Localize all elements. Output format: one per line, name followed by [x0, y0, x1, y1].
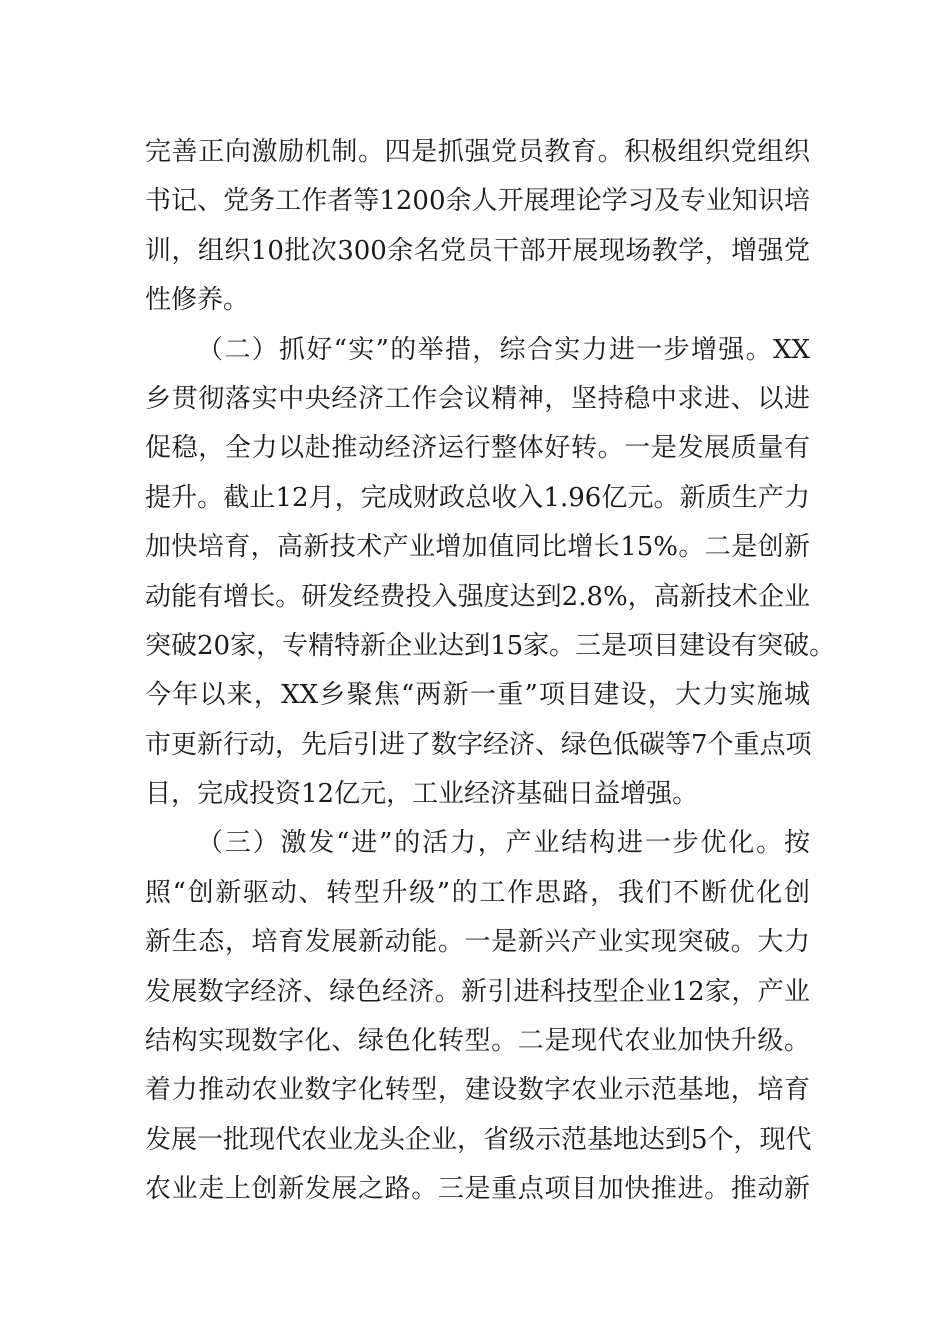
- text-line: 市更新行动，先后引进了数字经济、绿色低碳等7个重点项: [145, 729, 812, 760]
- text-line: 目，完成投资12亿元，工业经济基础日益增强。: [145, 779, 699, 810]
- text-line: 加快培育，高新技术产业增加值同比增长15%。二是创新: [145, 532, 810, 563]
- section-heading-line: （三）激发“进”的活力，产业结构进一步优化。按: [197, 828, 810, 859]
- text-line: 乡贯彻落实中央经济工作会议精神，坚持稳中求进、以进: [145, 383, 810, 414]
- text-line: 动能有增长。研发经费投入强度达到2.8%，高新技术企业: [145, 581, 810, 612]
- text-line: 发展一批现代农业龙头企业，省级示范基地达到5个，现代: [145, 1124, 812, 1155]
- text-line: 性修养。: [145, 285, 250, 316]
- text-line: 农业走上创新发展之路。三是重点项目加快推进。推动新: [145, 1174, 810, 1205]
- text-line: 今年以来，XX乡聚焦“两新一重”项目建设，大力实施城: [145, 680, 810, 711]
- text-line: 着力推动农业数字化转型，建设数字农业示范基地，培育: [145, 1075, 810, 1106]
- text-line: 书记、党务工作者等1200余人开展理论学习及专业知识培: [145, 186, 810, 217]
- text-line: 促稳，全力以赴推动经济运行整体好转。一是发展质量有: [145, 433, 810, 464]
- body-text: [145, 128, 836, 1215]
- text-line: 提升。截止12月，完成财政总收入1.96亿元。新质生产力: [145, 482, 810, 513]
- text-line: 突破20家，专精特新企业达到15家。三是项目建设有突破。: [145, 630, 836, 661]
- text-line: 新生态，培育发展新动能。一是新兴产业实现突破。大力: [145, 927, 810, 958]
- section-heading-line: （二）抓好“实”的举措，综合实力进一步增强。XX: [197, 334, 810, 365]
- text-line: 照“创新驱动、转型升级”的工作思路，我们不断优化创: [145, 877, 810, 908]
- text-line: 发展数字经济、绿色经济。新引进科技型企业12家，产业: [145, 976, 810, 1007]
- text-line: 完善正向激励机制。四是抓强党员教育。积极组织党组织: [145, 137, 810, 167]
- text-line: 训，组织10批次300余名党员干部开展现场教学，增强党: [145, 235, 810, 266]
- text-line: 结构实现数字化、绿色化转型。二是现代农业加快升级。: [145, 1026, 810, 1057]
